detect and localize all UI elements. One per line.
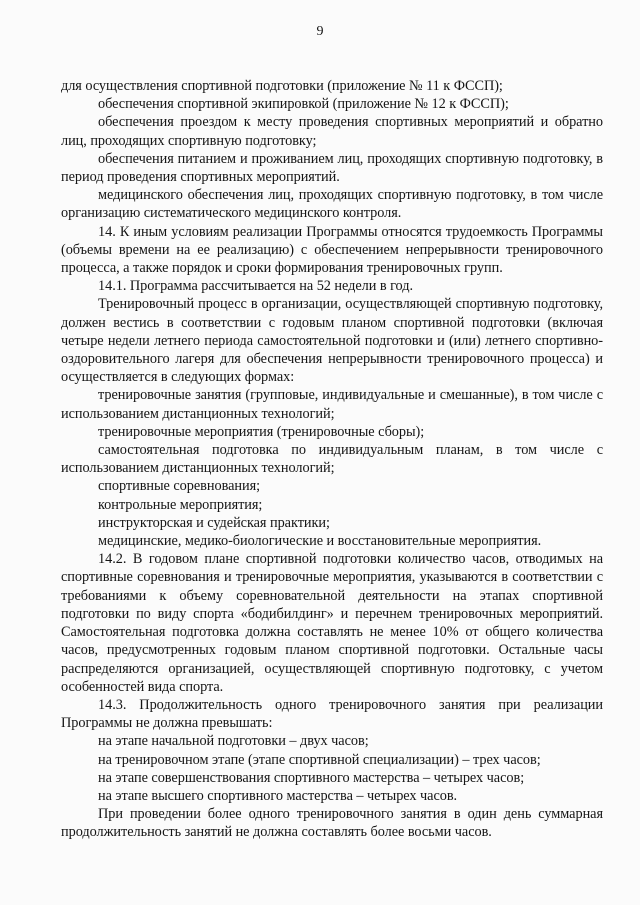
paragraph-travel-provision: обеспечения проездом к месту проведения спортивных мероприятий и обратно лиц, проходящих спортивную подготовку;	[61, 114, 603, 149]
list-item-training-stage: на тренировочном этапе (этапе спортивной специализации) – трех часов;	[98, 751, 541, 768]
list-item-competitions: спортивные соревнования;	[98, 478, 261, 495]
list-item-initial-stage: на этапе начальной подготовки – двух часов;	[98, 733, 369, 750]
paragraph-training-process: Тренировочный процесс в организации, осуществляющей спортивную подготовку, должен вестись в соответствии с годовым планом спортивной подготовки (включая четыре недели летнего периода самостоятельной подготовки и (или) летнего спортивно-оздоровительного лагеря для обеспечения непрерывности тренировочного процесса) и осуществляется в следующих формах:	[61, 296, 603, 386]
paragraph-section-14: 14. К иным условиям реализации Программы относятся трудоемкость Программы (объемы времени на ее реализацию) с обеспечением непрерывности тренировочного процесса, а также порядок и сроки формирования тренировочных групп.	[61, 223, 603, 277]
list-item-self-training: самостоятельная подготовка по индивидуальным планам, в том числе с использованием дистанционных технологий;	[61, 442, 603, 477]
paragraph-section-14-3: 14.3. Продолжительность одного тренировочного занятия при реализации Программы не должна превышать:	[61, 696, 603, 732]
paragraph-medical-support: медицинского обеспечения лиц, проходящих спортивную подготовку, в том числе организацию систематического медицинского контроля.	[61, 187, 603, 222]
paragraph-continuation: для осуществления спортивной подготовки (приложение № 11 к ФССП);	[61, 78, 503, 94]
list-item-control-events: контрольные мероприятия;	[98, 496, 263, 513]
list-item-instructor-practice: инструкторская и судейская практики;	[98, 514, 330, 531]
page-number: 9	[316, 24, 324, 39]
list-item-training-camps: тренировочные мероприятия (тренировочные сборы);	[98, 423, 425, 440]
paragraph-section-14-2: 14.2. В годовом плане спортивной подготовки количество часов, отводимых на спортивные соревнования и тренировочные мероприятия, указываются в соответствии с требованиями к объему соревновательной деятельности на этапах спортивной подготовки по виду спорта «бодибилдинг» и перечнем тренировочных мероприятий. Самостоятельная подготовка должна составлять не менее 10% от общего количества часов, предусмотренных годовым планом спортивной подготовки. Остальные часы распределяются организацией, осуществляющей спортивную подготовку, с учетом особенностей вида спорта.	[61, 551, 603, 695]
paragraph-meals-accommodation: обеспечения питанием и проживанием лиц, проходящих спортивную подготовку, в период проведения спортивных мероприятий.	[61, 150, 603, 186]
list-item-improvement-stage: на этапе совершенствования спортивного мастерства – четырех часов;	[98, 769, 525, 786]
list-item-medical-events: медицинские, медико-биологические и восстановительные мероприятия.	[98, 533, 542, 550]
paragraph-sports-equipment: обеспечения спортивной экипировкой (приложение № 12 к ФССП);	[98, 96, 509, 113]
list-item-highest-stage: на этапе высшего спортивного мастерства – четырех часов.	[98, 787, 458, 804]
list-item-training-sessions: тренировочные занятия (групповые, индивидуальные и смешанные), в том числе с использованием дистанционных технологий;	[61, 387, 603, 422]
paragraph-daily-limit: При проведении более одного тренировочного занятия в один день суммарная продолжительность занятий не должна составлять более восьми часов.	[61, 806, 603, 841]
paragraph-section-14-1: 14.1. Программа рассчитывается на 52 недели в год.	[98, 278, 413, 295]
document-body	[61, 77, 603, 842]
